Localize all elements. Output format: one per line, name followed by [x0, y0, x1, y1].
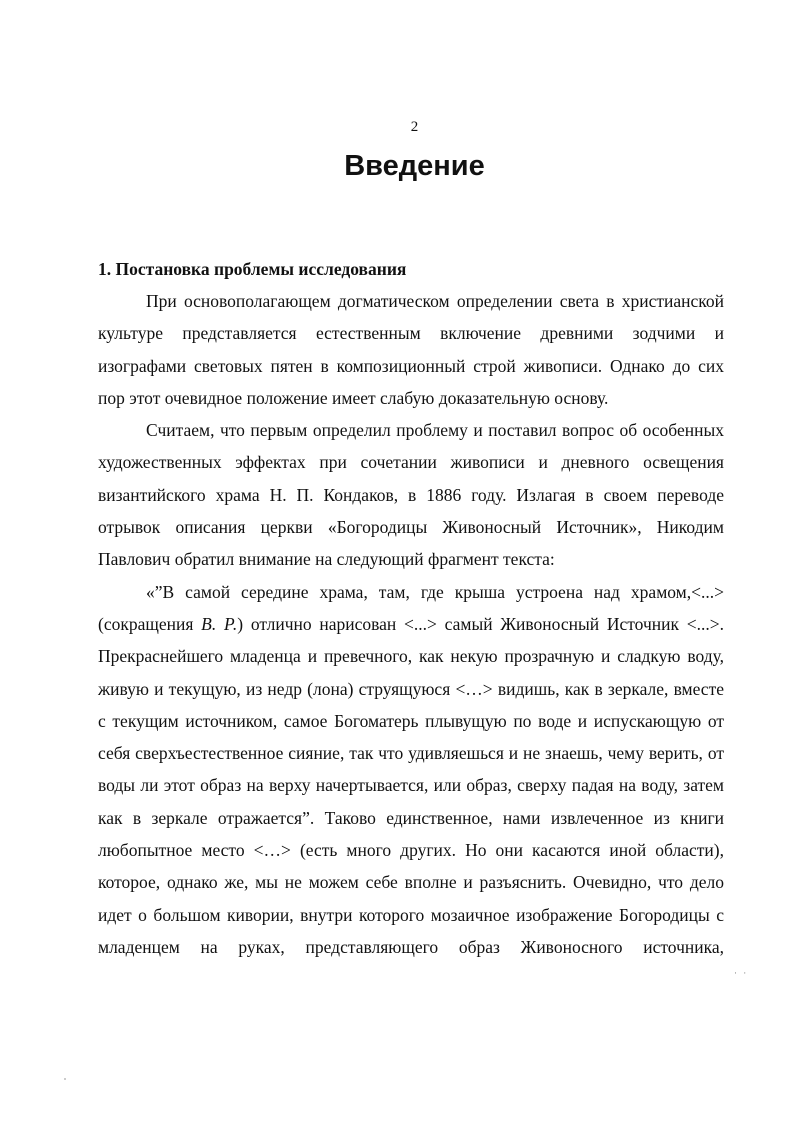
body-text — [98, 285, 724, 963]
scan-speck: · · — [734, 968, 749, 978]
page-number: 2 — [410, 119, 419, 135]
section-heading: 1. Постановка проблемы исследования — [98, 259, 407, 279]
quote-text: ) отлично нарисован <...> самый Живоносный Источник <...>. Прекраснейшего младенца и превечного, как некую прозрачную и сладкую воду, живую и текущую, из недр (лона) струящуюся <…> видишь, как в зеркале, вместе с текущим источником, самое Богоматерь плывущую по воде и испускающую от себя сверхъестественное сияние, так что удивляешься и не знаешь, чему верить, от воды ли этот образ на верху начертывается, или образ, сверху падая на воду, затем как в зеркале отражается”. Таково единственное, нами извлеченное из книги любопытное место <…> (есть много других. Но они касаются иной области), которое, однако же, мы не можем себе вполне и разъяснить. Очевидно, что дело идет о большом кивории, внутри которого мозаичное изображение Богородицы с младенцем на руках, представляющего образ Живоносного источника, — [98, 613, 724, 957]
page-title: Введение — [344, 150, 485, 182]
quote-abbreviation: В. Р. — [201, 613, 238, 634]
paragraph: При основополагающем догматическом определении света в христианской культуре представляется естественным включение древними зодчими и изографами световых пятен в композиционный строй живописи. Однако до сих пор этот очевидное положение имеет слабую доказательную основу. — [98, 291, 724, 408]
quote-paragraph — [98, 576, 724, 964]
quote-text: «”В самой середине храма, там, где крыша устроена над храмом,<...> (сокращения — [98, 581, 724, 634]
scan-speck — [64, 1078, 66, 1080]
paragraph: Считаем, что первым определил проблему и поставил вопрос об особенных художественных эффектах при сочетании живописи и дневного освещения византийского храма Н. П. Кондаков, в 1886 году. Излагая в своем переводе отрывок описания церкви «Богородицы Живоносный Источник», Никодим Павлович обратил внимание на следующий фрагмент текста: — [98, 420, 724, 570]
